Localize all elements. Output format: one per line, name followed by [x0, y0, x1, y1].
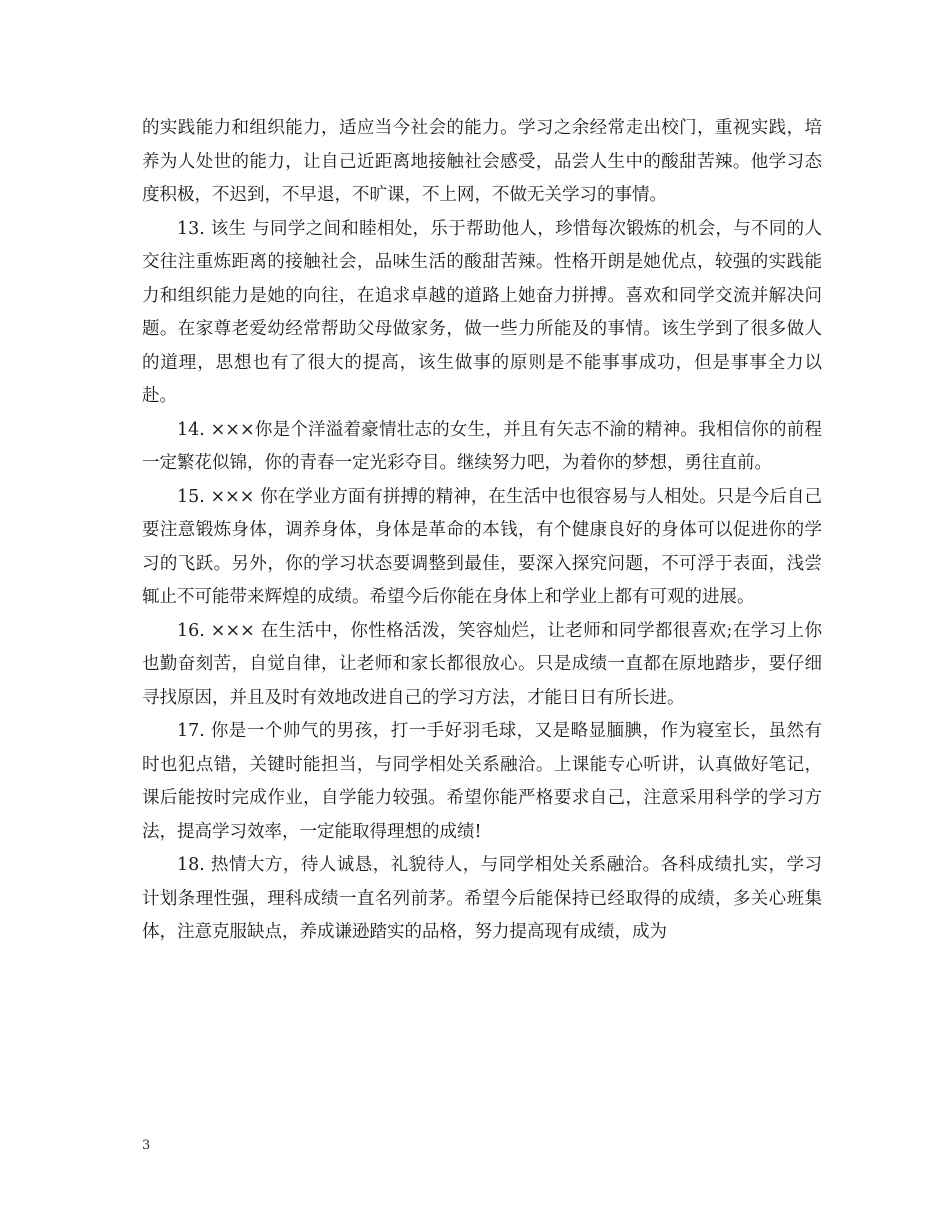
paragraph-15: 15. ××× 你在学业方面有拼搏的精神，在生活中也很容易与人相处。只是今后自己要注意锻炼身体，调养身体，身体是革命的本钱，有个健康良好的身体可以促进你的学习的飞跃。另外，你的学习状态要调整到最佳，要深入探究问题，不可浮于表面，浅尝辄止不可能带来辉煌的成绩。希望今后你能在身体上和学业上都有可观的进展。: [142, 486, 822, 607]
paragraph-16: 16. ××× 在生活中，你性格活泼，笑容灿烂，让老师和同学都很喜欢;在学习上你也勤奋刻苦，自觉自律，让老师和家长都很放心。只是成绩一直都在原地踏步，要仔细寻找原因，并且及时有效地改进自己的学习方法，才能日日有所长进。: [142, 620, 822, 708]
paragraph-14: 14. ×××你是个洋溢着豪情壮志的女生，并且有矢志不渝的精神。我相信你的前程一定繁花似锦，你的青春一定光彩夺目。继续努力吧，为着你的梦想，勇往直前。: [142, 419, 822, 473]
paragraph-continued: 的实践能力和组织能力，适应当今社会的能力。学习之余经常走出校门，重视实践，培养为人处世的能力，让自己近距离地接触社会感受，品尝人生中的酸甜苦辣。他学习态度积极，不迟到，不早退，不旷课，不上网，不做无关学习的事情。: [142, 118, 822, 205]
document-body: [142, 112, 822, 950]
page-number: 3: [142, 1138, 151, 1153]
paragraph-17: 17. 你是一个帅气的男孩，打一手好羽毛球，又是略显腼腆，作为寝室长，虽然有时也犯点错，关键时能担当，与同学相处关系融洽。上课能专心听讲，认真做好笔记，课后能按时完成作业，自学能力较强。希望你能严格要求自己，注意采用科学的学习方法，提高学习效率，一定能取得理想的成绩!: [142, 721, 822, 842]
paragraph-18: 18. 热情大方，待人诚恳，礼貌待人，与同学相处关系融洽。各科成绩扎实，学习计划条理性强，理科成绩一直名列前茅。希望今后能保持已经取得的成绩，多关心班集体，注意克服缺点，养成谦逊踏实的品格，努力提高现有成绩，成为: [142, 855, 822, 942]
paragraph-13: 13. 该生 与同学之间和睦相处，乐于帮助他人，珍惜每次锻炼的机会，与不同的人交往注重炼距离的接触社会，品味生活的酸甜苦辣。性格开朗是她优点，较强的实践能力和组织能力是她的向往，在追求卓越的道路上她奋力拼搏。喜欢和同学交流并解决问题。在家尊老爱幼经常帮助父母做家务，做一些力所能及的事情。该生学到了很多做人的道理，思想也有了很大的提高，该生做事的原则是不能事事成功，但是事事全力以赴。: [142, 218, 822, 406]
